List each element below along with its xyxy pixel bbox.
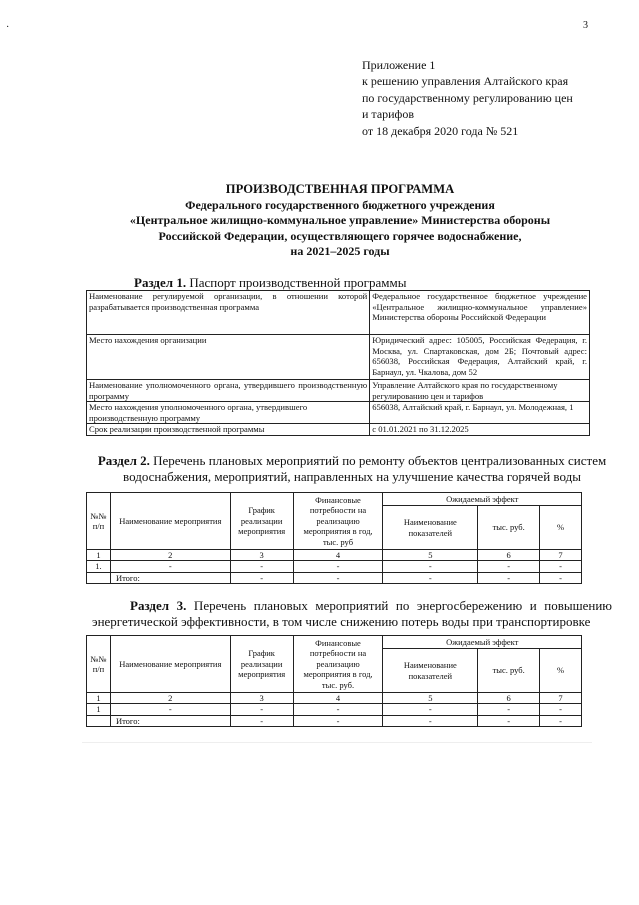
section1-text: Паспорт производственной программы <box>186 275 407 290</box>
header-finance: Финансовые потребности на реализацию мероприятия в год, тыс. руб. <box>293 636 383 693</box>
table-cell: 4 <box>293 693 383 704</box>
table-row <box>87 402 590 424</box>
annex-line: Приложение 1 <box>362 58 436 72</box>
table-cell: 2 <box>110 693 230 704</box>
annex-line: по государственному регулированию цен <box>362 90 573 105</box>
passport-cell-left: Место нахождения организации <box>87 335 370 380</box>
table-cell: - <box>293 561 383 572</box>
table-cell: - <box>540 561 582 572</box>
table-cell: - <box>383 572 478 583</box>
table-row <box>87 704 582 715</box>
header-name: Наименование мероприятия <box>110 636 230 693</box>
passport-cell-right: 656038, Алтайский край, г. Барнаул, ул. Молодежная, 1 <box>370 402 590 424</box>
table-cell: - <box>230 561 293 572</box>
header-thousand: тыс. руб. <box>478 506 540 550</box>
header-effect: Ожидаемый эффект <box>383 636 582 649</box>
section3-label: Раздел 3. <box>130 598 187 613</box>
annex-line: к решению управления Алтайского края <box>362 74 569 89</box>
table-cell: 1 <box>87 704 111 715</box>
table-row <box>87 693 582 704</box>
table-cell: - <box>383 715 478 726</box>
table-total-row <box>87 715 582 726</box>
table-total-row <box>87 572 582 583</box>
section2-heading <box>92 453 612 485</box>
title-line: ПРОИЗВОДСТВЕННАЯ ПРОГРАММА <box>225 182 455 196</box>
table-cell: 4 <box>293 550 383 561</box>
header-indicators: Наименование показателей <box>383 649 478 693</box>
annex-line: и тарифов <box>362 107 415 122</box>
corner-mark: · <box>6 22 10 33</box>
table-cell: - <box>110 561 230 572</box>
table-cell: - <box>478 704 540 715</box>
title-line: на 2021–2025 годы <box>290 244 390 259</box>
table-cell: 3 <box>230 693 293 704</box>
header-num: №№ п/п <box>87 493 111 550</box>
passport-cell-right: с 01.01.2021 по 31.12.2025 <box>370 424 590 436</box>
table-row <box>87 561 582 572</box>
total-label: Итого: <box>110 572 230 583</box>
annex-block <box>362 57 622 139</box>
header-finance: Финансовые потребности на реализацию мероприятия в год, тыс. руб <box>293 493 383 550</box>
header-percent: % <box>540 506 582 550</box>
table-row <box>87 424 590 436</box>
table-cell <box>87 715 111 726</box>
energy-measures-table <box>86 635 582 727</box>
table-header-row <box>87 493 582 506</box>
section2-text: Перечень плановых мероприятий по ремонту объектов централизованных систем водоснабжения, мероприятий, направленных на улучшение качества горячей воды <box>123 453 607 484</box>
table-header-row <box>87 636 582 649</box>
section2-label: Раздел 2. <box>97 453 150 468</box>
header-indicators: Наименование показателей <box>383 506 478 550</box>
table-row <box>87 335 590 380</box>
table-cell: 5 <box>383 550 478 561</box>
table-cell: - <box>293 572 383 583</box>
passport-cell-left: Место нахождения уполномоченного органа, утвердившего производственную программу <box>87 402 370 424</box>
section1-heading <box>134 275 406 291</box>
total-label: Итого: <box>110 715 230 726</box>
table-cell: - <box>478 561 540 572</box>
document-title <box>70 182 610 260</box>
table-cell: - <box>478 715 540 726</box>
title-line: «Центральное жилищно-коммунальное управление» Министерства обороны <box>129 213 551 228</box>
table-cell: - <box>540 572 582 583</box>
table-row <box>87 550 582 561</box>
table-cell: - <box>383 561 478 572</box>
table-cell: - <box>110 704 230 715</box>
table-cell: - <box>230 572 293 583</box>
passport-cell-right: Юридический адрес: 105005, Российская Федерация, г. Москва, ул. Спартаковская, дом 2Б; Почтовый адрес: 656038, Российская Федерация, Алтайский край, г. Барнаул, ул. Чкалова, дом 52 <box>370 335 590 380</box>
annex-line: от 18 декабря 2020 года № 521 <box>362 123 519 138</box>
title-line: Российской Федерации, осуществляющего горячее водоснабжение, <box>158 228 522 243</box>
passport-cell-left: Наименование регулируемой организации, в отношении которой разрабатывается производственная программа <box>87 291 370 335</box>
title-line: Федерального государственного бюджетного учреждения <box>185 197 495 212</box>
passport-cell-right: Федеральное государственное бюджетное учреждение «Центральное жилищно-коммунальное управление» Министерства обороны Российской Федерации <box>370 291 590 335</box>
table-cell: - <box>230 715 293 726</box>
table-cell: - <box>478 572 540 583</box>
table-cell: 6 <box>478 693 540 704</box>
passport-cell-left: Срок реализации производственной программы <box>87 424 370 436</box>
passport-cell-right: Управление Алтайского края по государственному регулированию цен и тарифов <box>370 380 590 402</box>
table-cell: 1 <box>87 550 111 561</box>
header-schedule: График реализации мероприятия <box>230 493 293 550</box>
section3-text: Перечень плановых мероприятий по энергосбережению и повышению энергетической эффективности, в том числе снижению потерь воды при транспортировке <box>92 598 612 629</box>
scan-artifact-line <box>82 742 592 743</box>
table-cell: - <box>293 715 383 726</box>
table-cell: 1. <box>87 561 111 572</box>
table-row <box>87 291 590 335</box>
table-cell: - <box>230 704 293 715</box>
header-name: Наименование мероприятия <box>110 493 230 550</box>
table-cell: - <box>540 715 582 726</box>
header-percent: % <box>540 649 582 693</box>
table-cell: 7 <box>540 693 582 704</box>
table-cell: 5 <box>383 693 478 704</box>
table-cell: 1 <box>87 693 111 704</box>
header-schedule: График реализации мероприятия <box>230 636 293 693</box>
header-effect: Ожидаемый эффект <box>383 493 582 506</box>
table-cell: 3 <box>230 550 293 561</box>
repair-measures-table <box>86 492 582 584</box>
table-cell: - <box>540 704 582 715</box>
passport-table <box>86 290 590 436</box>
table-row <box>87 380 590 402</box>
table-cell: 7 <box>540 550 582 561</box>
section1-label: Раздел 1. <box>134 275 187 290</box>
table-cell: 2 <box>110 550 230 561</box>
header-num: №№ п/п <box>87 636 111 693</box>
table-cell: - <box>383 704 478 715</box>
passport-cell-left: Наименование уполномоченного органа, утвердившего производственную программу <box>87 380 370 402</box>
section3-heading <box>92 598 612 630</box>
header-thousand: тыс. руб. <box>478 649 540 693</box>
page-number: 3 <box>583 20 588 31</box>
table-cell: 6 <box>478 550 540 561</box>
table-cell <box>87 572 111 583</box>
table-cell: - <box>293 704 383 715</box>
